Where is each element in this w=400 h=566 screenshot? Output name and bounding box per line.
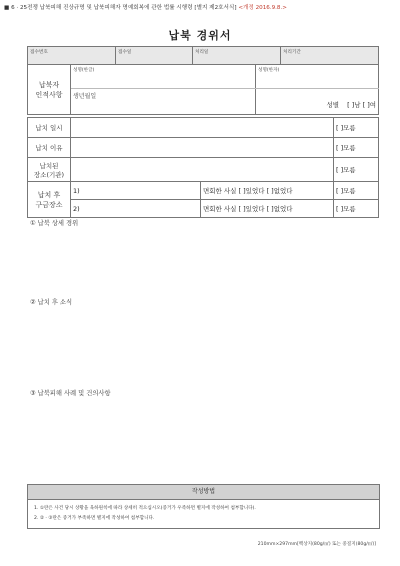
process-period-cell[interactable] [281, 47, 379, 65]
receipt-table [27, 46, 379, 115]
visit-1-check[interactable]: 면회한 사실 [ ]있었다 [ ]없었다 [201, 182, 334, 200]
birth-label: 생년월일 [73, 93, 97, 100]
detention-1-unknown-check[interactable]: [ ]모름 [334, 182, 379, 200]
abduction-table [27, 117, 379, 218]
receipt-date-cell[interactable] [116, 47, 193, 65]
detention-1-label: 1) [73, 186, 80, 195]
form-header [4, 3, 287, 11]
guide-line-2: 2. ② · ③란은 증거가 부족하면 별지에 작성하여 첨부합니다. [34, 516, 155, 521]
section-details: ① 납북 상세 경위 [30, 220, 79, 227]
paper-spec: 210mm×297mm[백상지(80g/㎡) 또는 중질지(80g/㎡)] [257, 542, 376, 547]
section-news: ② 납치 후 소식 [30, 299, 73, 306]
guide-line-1: 1. ①란은 사건 당시 상황을 육하원칙에 따라 상세히 적으십시오(증거가 우족하면 별지에 작성하여 첨부합니다). [34, 506, 256, 511]
name-hanja-label: 성명(한자) [258, 68, 280, 73]
guide-title: 작성방법 [28, 485, 379, 500]
gender-label: 성별 [326, 101, 340, 109]
reason-field[interactable] [71, 138, 334, 158]
detention-2-unknown-check[interactable]: [ ]모름 [334, 200, 379, 218]
detention-1-field[interactable] [71, 182, 201, 200]
name-kr-label: 성명(한글) [73, 68, 95, 73]
process-period-label: 처리기간 [283, 50, 301, 55]
detention-2-field[interactable] [71, 200, 201, 218]
revision-text: <개정 2016.9.8.> [238, 5, 287, 11]
guide-body [28, 500, 379, 528]
page-title: 납북 경위서 [168, 29, 232, 42]
name-hanja-field[interactable] [256, 65, 379, 89]
visit-2-check[interactable]: 면회한 사실 [ ]있었다 [ ]없었다 [201, 200, 334, 218]
writing-guide [27, 484, 380, 529]
birth-field[interactable] [71, 89, 256, 115]
statute-text: 6 · 25전쟁 납북피해 진상규명 및 납북피해자 명예회복에 관한 법률 시행령 [별지 제2호서식] [11, 5, 237, 11]
gender-options[interactable]: [ ]남 [ ]여 [347, 101, 377, 109]
process-date-cell[interactable] [193, 47, 281, 65]
place-label: 납치된 장소(기관) [28, 158, 71, 182]
victim-section-label: 납북자 인적사항 [28, 65, 71, 115]
detention-label: 납치 후 구금장소 [28, 182, 71, 218]
process-date-label: 처리일 [195, 50, 209, 55]
receipt-date-label: 접수일 [118, 50, 132, 55]
detention-2-label: 2) [73, 204, 80, 213]
section-suggestions: ③ 납북피해 사례 및 건의사항 [30, 390, 111, 397]
date-field[interactable] [71, 118, 334, 138]
gender-field[interactable] [256, 89, 379, 115]
receipt-no-cell[interactable] [28, 47, 116, 65]
place-unknown-check[interactable]: [ ]모름 [334, 158, 379, 182]
place-field[interactable] [71, 158, 334, 182]
name-kr-field[interactable] [71, 65, 256, 89]
reason-label: 납치 이유 [28, 138, 71, 158]
receipt-no-label: 접수번호 [30, 50, 48, 55]
date-unknown-check[interactable]: [ ]모름 [334, 118, 379, 138]
bullet: ■ [4, 5, 10, 11]
reason-unknown-check[interactable]: [ ]모름 [334, 138, 379, 158]
date-label: 납치 일시 [28, 118, 71, 138]
